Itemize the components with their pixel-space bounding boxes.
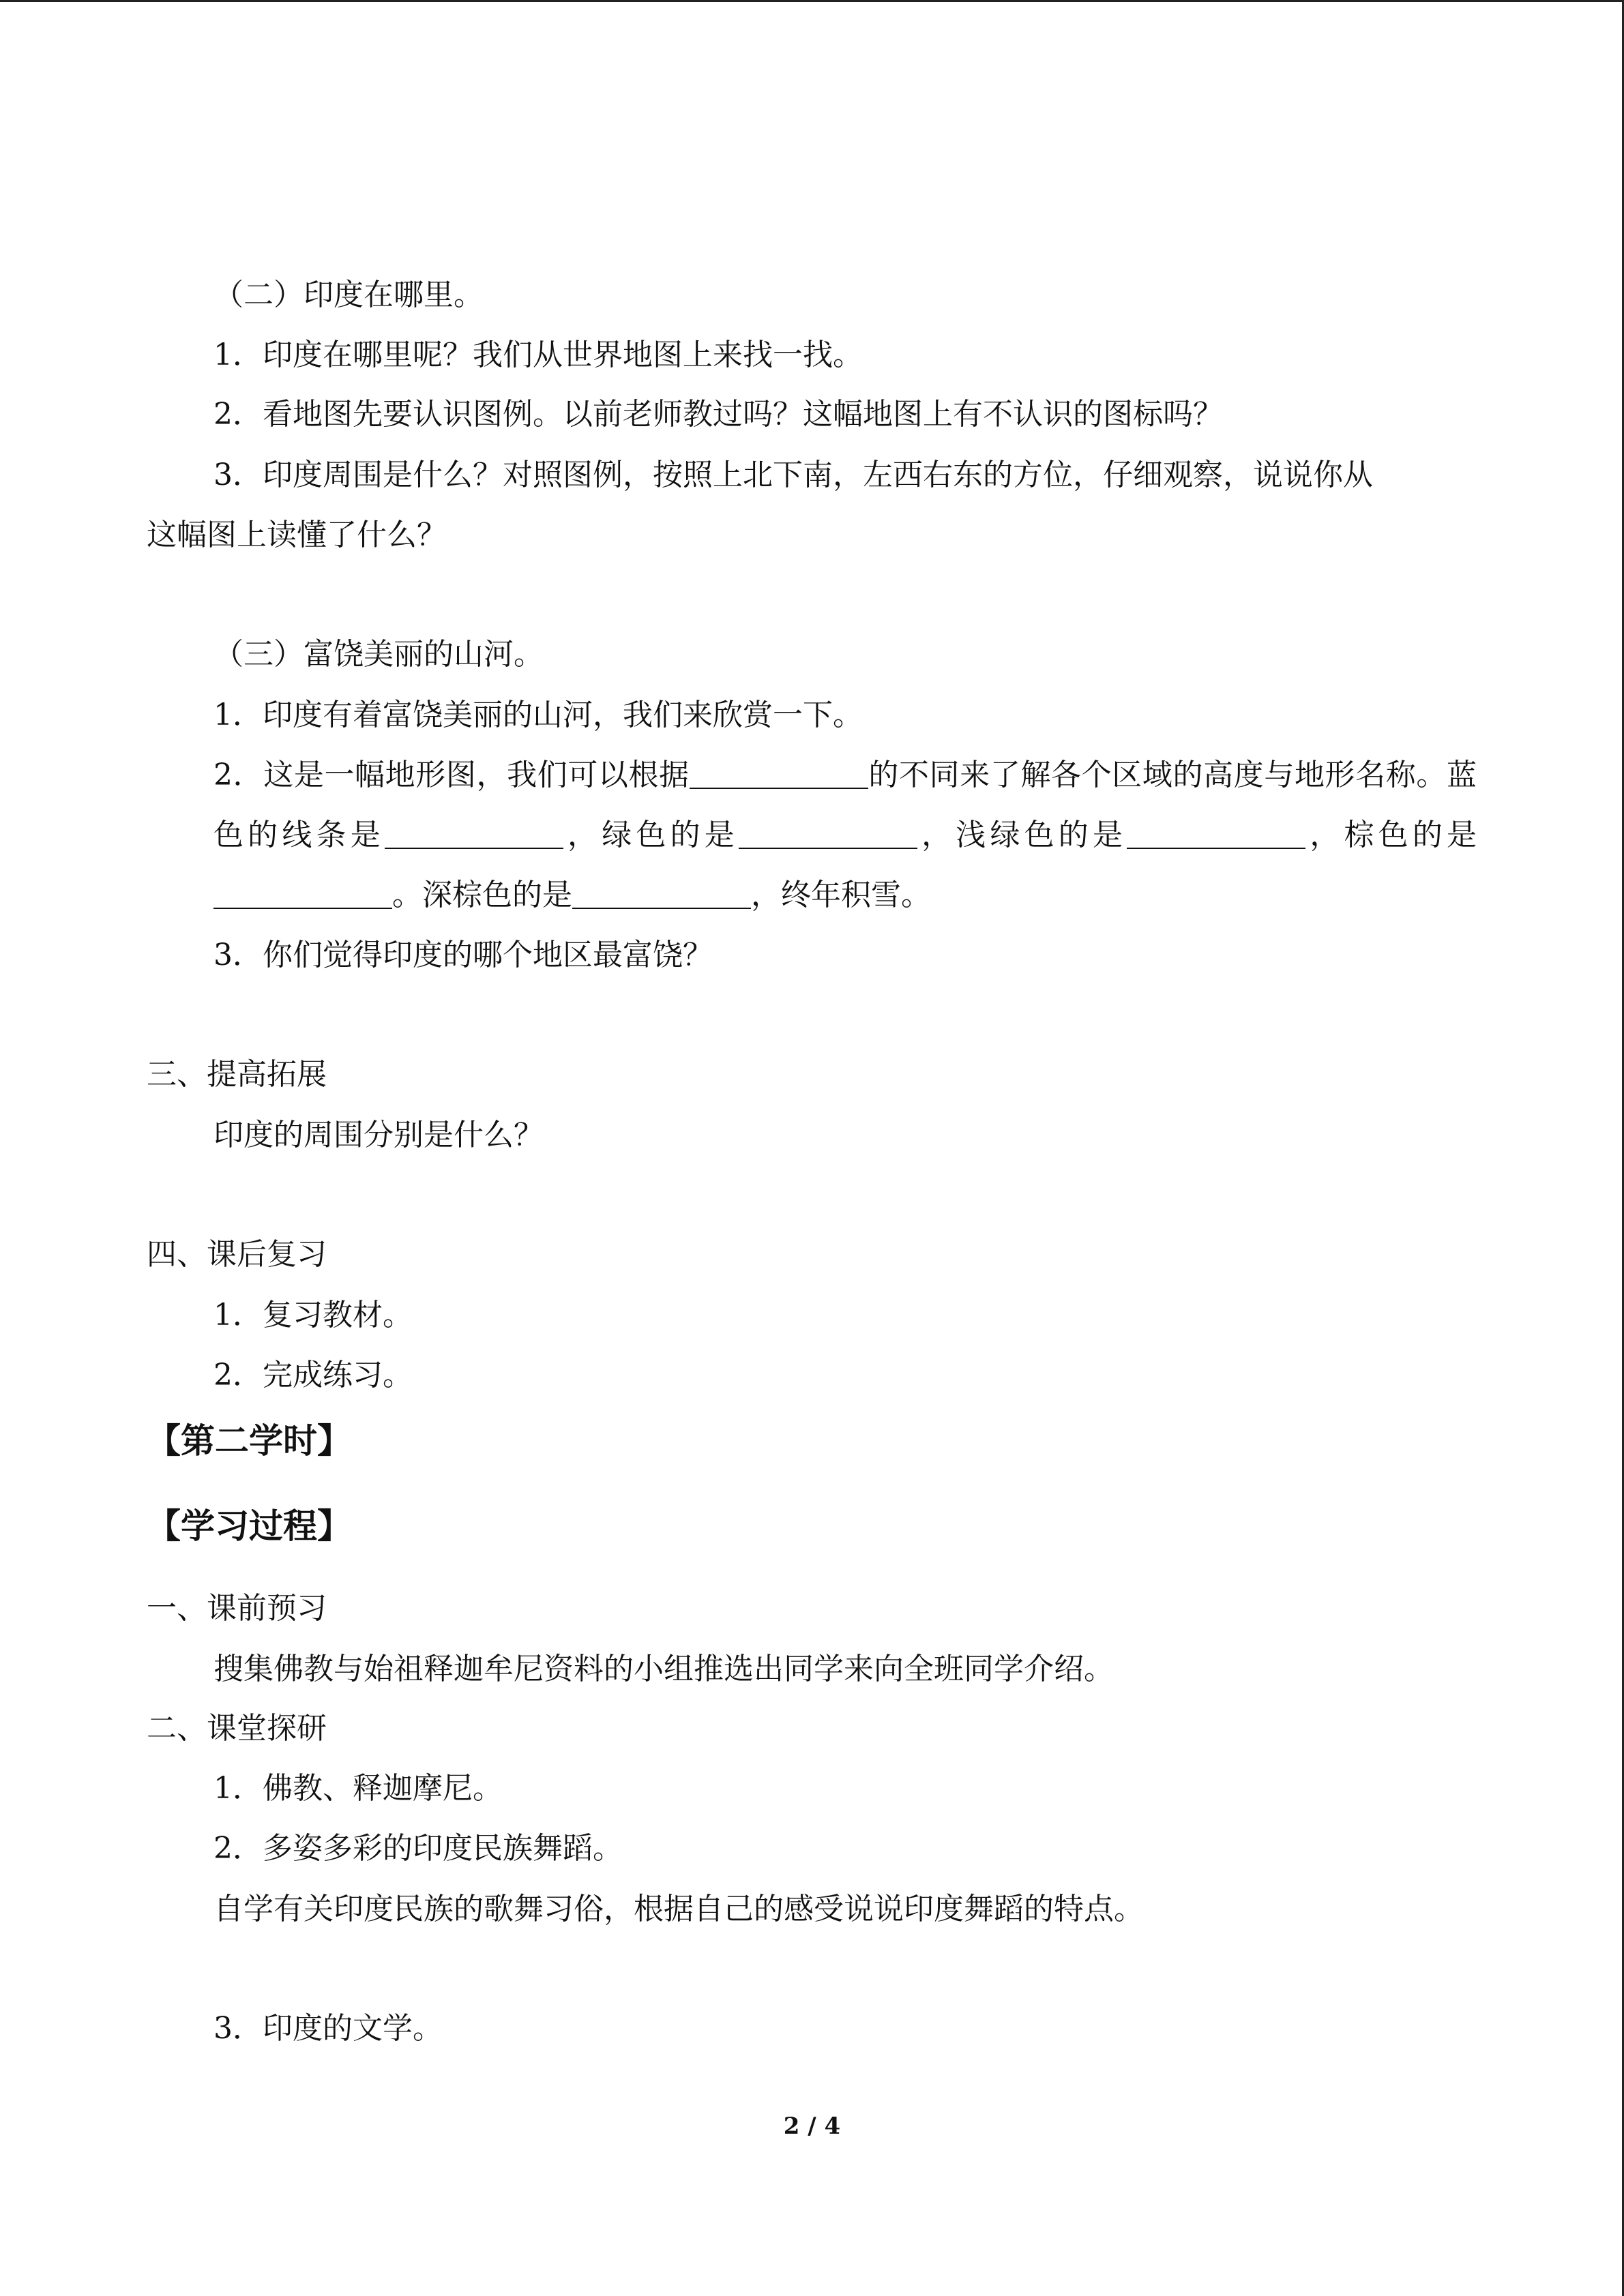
explore-item-1: 1．佛教、释迦摩尼。 xyxy=(213,1771,503,1806)
q2-text-f: 。深棕色的是 xyxy=(392,878,572,912)
part-3-title: 三、提高拓展 xyxy=(147,1057,327,1092)
section-3-title: （三）富饶美丽的山河。 xyxy=(213,637,544,672)
preview-body: 搜集佛教与始祖释迦牟尼资料的小组推选出同学来向全班同学介绍。 xyxy=(213,1652,1114,1686)
part-4-item-2: 2．完成练习。 xyxy=(213,1358,413,1392)
q2-text-c: ，绿色的是 xyxy=(563,818,739,852)
explore-item-3: 3．印度的文学。 xyxy=(213,2011,443,2046)
section-3-question-1: 1．印度有着富饶美丽的山河，我们来欣赏一下。 xyxy=(213,698,863,732)
fill-blank-4[interactable] xyxy=(1127,816,1305,849)
fill-blank-6[interactable] xyxy=(572,876,751,909)
fill-blank-2[interactable] xyxy=(385,816,563,849)
section-2-question-2: 2．看地图先要认识图例。以前老师教过吗？这幅地图上有不认识的图标吗？ xyxy=(213,397,1223,432)
lesson-2-heading: 【第二学时】 xyxy=(147,1421,351,1461)
section-3-question-2 xyxy=(147,745,1477,925)
fill-blank-1[interactable] xyxy=(690,756,868,789)
section-2-title: （二）印度在哪里。 xyxy=(213,278,484,312)
part-3-body: 印度的周围分别是什么？ xyxy=(213,1118,544,1152)
part-4-title: 四、课后复习 xyxy=(147,1237,327,1272)
q2-text-g: ，终年积雪。 xyxy=(751,878,931,912)
fill-blank-3[interactable] xyxy=(739,816,917,849)
preview-title: 一、课前预习 xyxy=(147,1591,327,1626)
explore-item-2-body: 自学有关印度民族的歌舞习俗，根据自己的感受说说印度舞蹈的特点。 xyxy=(213,1892,1144,1926)
section-2-question-3-line-1: 3．印度周围是什么？对照图例，按照上北下南，左西右东的方位，仔细观察，说说你从 xyxy=(213,458,1373,492)
fill-blank-5[interactable] xyxy=(213,876,392,909)
part-4-item-1: 1．复习教材。 xyxy=(213,1298,413,1332)
q2-text-b: 的不同来了解各个区域的高度与地形名称。蓝色的线条是 xyxy=(213,758,1477,852)
section-3-question-3: 3．你们觉得印度的哪个地区最富饶？ xyxy=(213,938,713,972)
learning-process-heading: 【学习过程】 xyxy=(147,1506,351,1546)
q2-text-e: ，棕色的是 xyxy=(1305,818,1477,852)
q2-text-a: 2．这是一幅地形图，我们可以根据 xyxy=(213,758,690,792)
section-2-question-3-line-2: 这幅图上读懂了什么？ xyxy=(147,518,447,552)
explore-title: 二、课堂探研 xyxy=(147,1711,327,1746)
section-2-question-1: 1．印度在哪里呢？我们从世界地图上来找一找。 xyxy=(213,338,863,372)
explore-item-2: 2．多姿多彩的印度民族舞蹈。 xyxy=(213,1831,623,1866)
q2-text-d: ，浅绿色的是 xyxy=(917,818,1127,852)
page-number: 2 / 4 xyxy=(783,2113,841,2140)
